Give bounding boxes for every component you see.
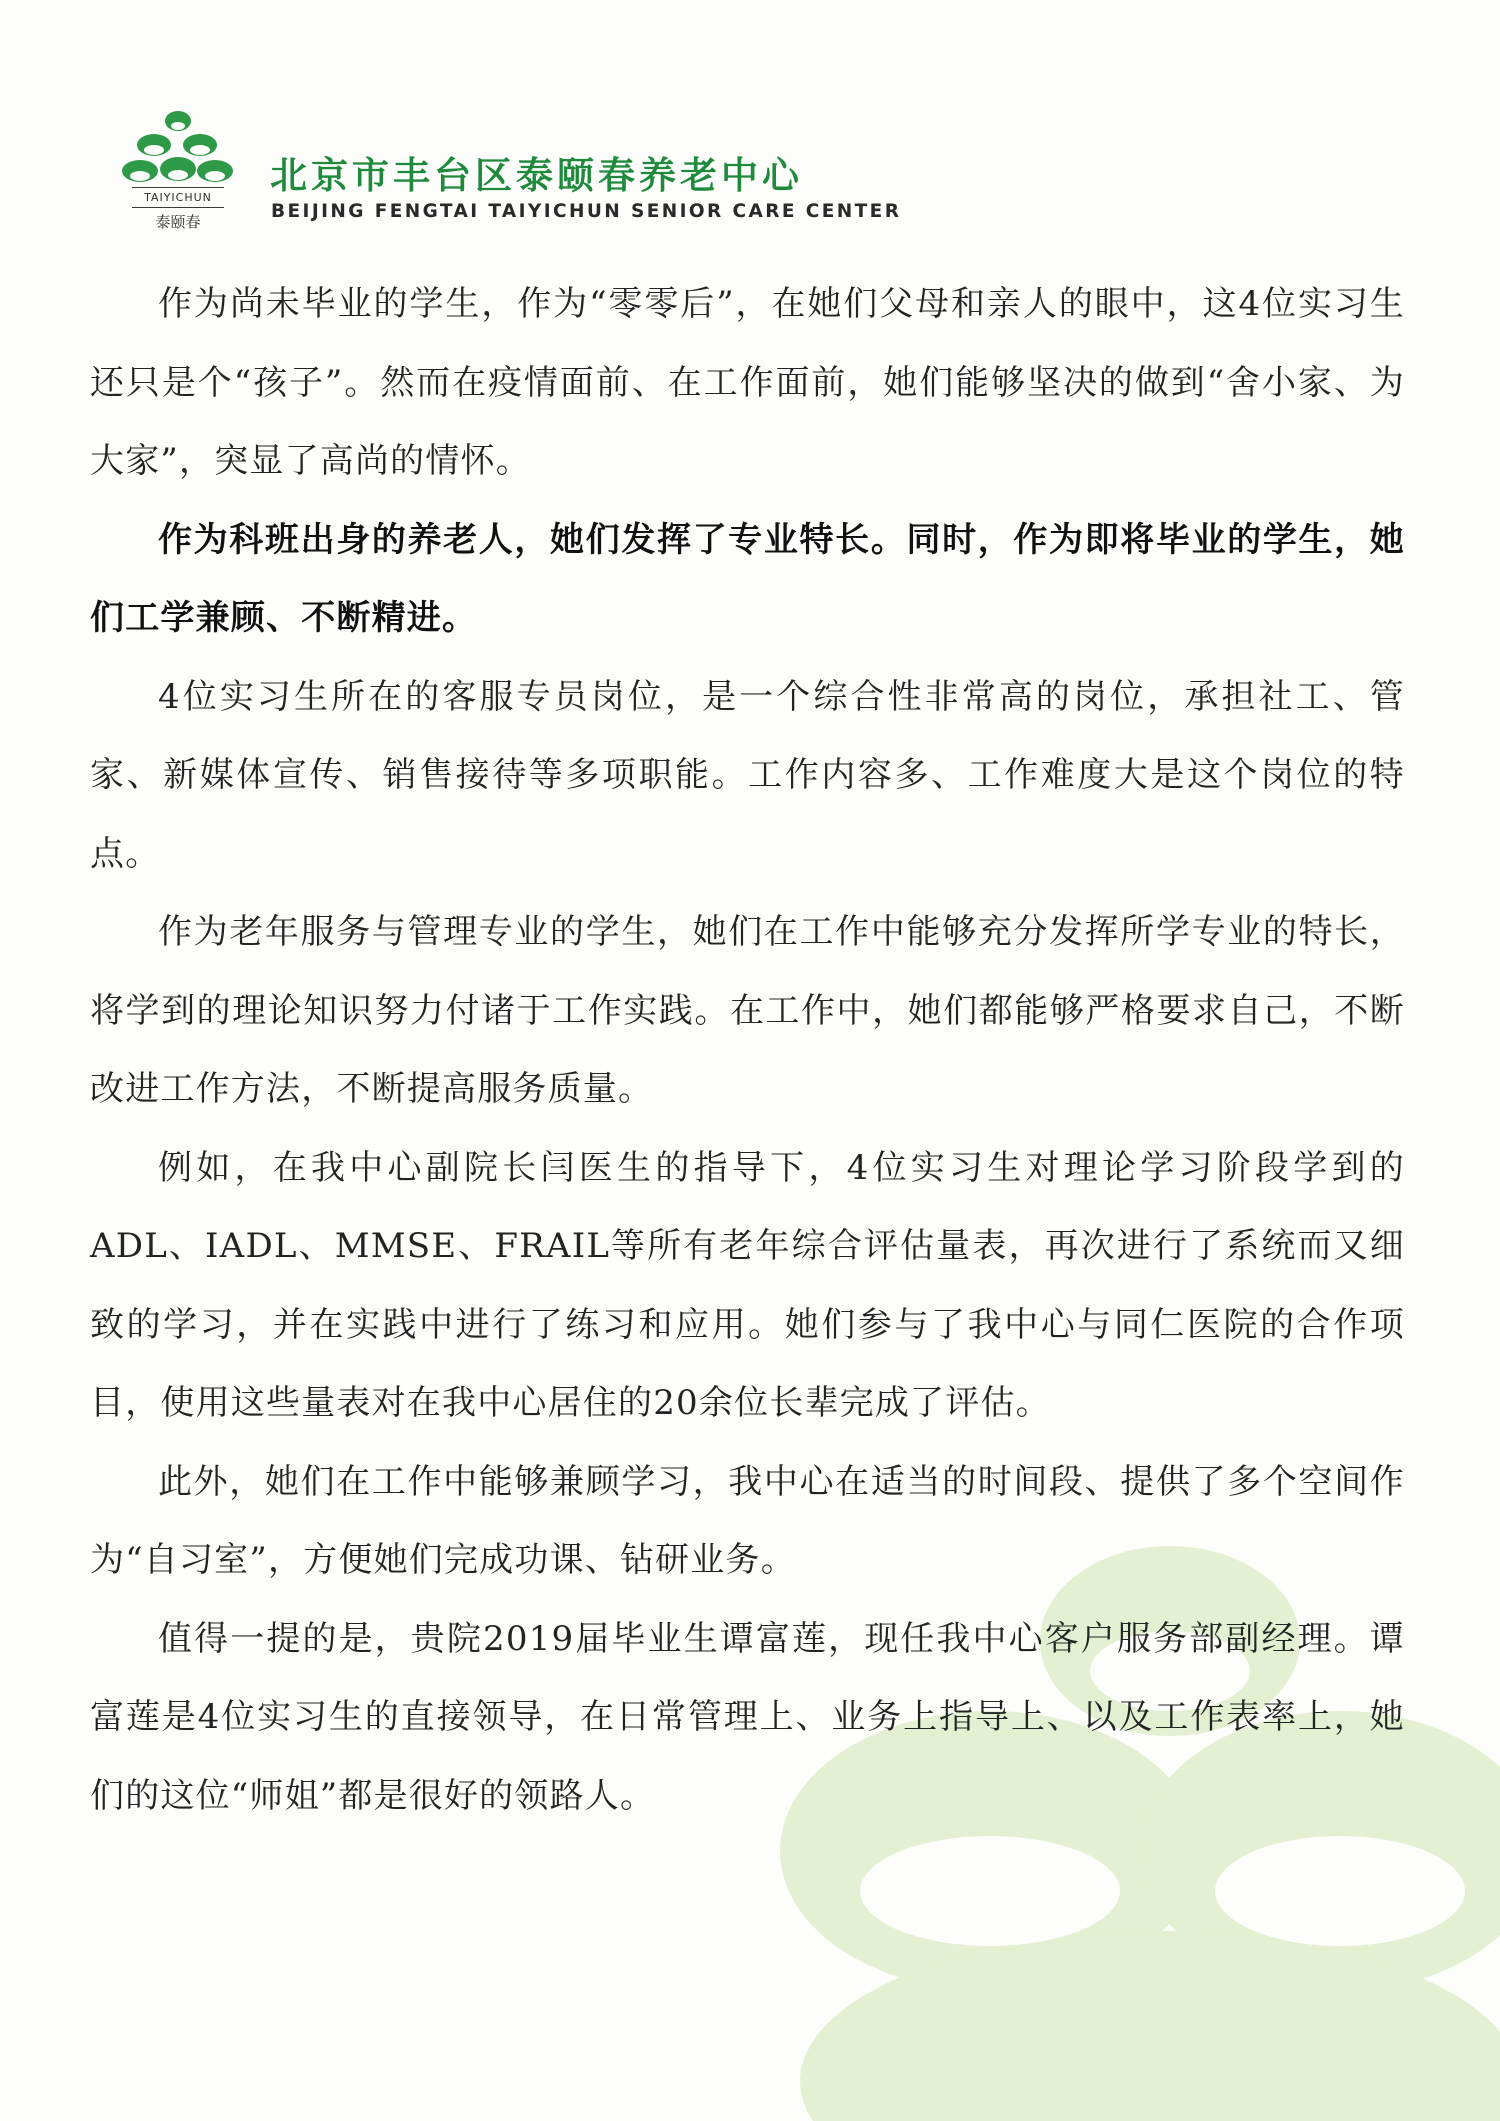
logo-divider <box>132 207 224 208</box>
logo-chinese-text: 泰颐春 <box>155 213 201 231</box>
paragraph: 作为尚未毕业的学生，作为“零零后”，在她们父母和亲人的眼中，这4位实习生还只是个“孩子”。然而在疫情面前、在工作面前，她们能够坚决的做到“舍小家、为大家”，突显了高尚的情怀。 <box>90 284 1405 481</box>
paragraph-bold: 作为科班出身的养老人，她们发挥了专业特长。同时，作为即将毕业的学生，她们工学兼顾、不断精进。 <box>90 519 1405 638</box>
paragraph: 值得一提的是，贵院2019届毕业生谭富莲，现任我中心客户服务部副经理。谭富莲是4位实习生的直接领导，在日常管理上、业务上指导上、以及工作表率上，她们的这位“师姐”都是很好的领路人。 <box>90 1618 1405 1816</box>
logo-divider <box>132 187 224 188</box>
paragraph: 4位实习生所在的客服专员岗位，是一个综合性非常高的岗位，承担社工、管家、新媒体宣传、销售接待等多项职能。工作内容多、工作难度大是这个岗位的特点。 <box>90 676 1405 874</box>
organization-name-english: BEIJING FENGTAI TAIYICHUN SENIOR CARE CENTER <box>271 201 902 222</box>
logo-latin-text: TAIYICHUN <box>144 191 212 204</box>
paragraph: 此外，她们在工作中能够兼顾学习，我中心在适当的时间段、提供了多个空间作为“自习室”，方便她们完成功课、钻研业务。 <box>90 1461 1405 1580</box>
paragraph: 作为老年服务与管理专业的学生，她们在工作中能够充分发挥所学专业的特长，将学到的理论知识努力付诸于工作实践。在工作中，她们都能够严格要求自己，不断改进工作方法，不断提高服务质量。 <box>90 912 1405 1109</box>
organization-name-chinese: 北京市丰台区泰颐春养老中心 <box>270 154 803 197</box>
paragraph: 例如，在我中心副院长闫医生的指导下，4位实习生对理论学习阶段学到的ADL、IADL、MMSE、FRAIL等所有老年综合评估量表，再次进行了系统而又细致的学习，并在实践中进行了练习和应用。她们参与了我中心与同仁医院的合作项目，使用这些量表对在我中心居住的20余位长辈完成了评估。 <box>90 1147 1405 1423</box>
letterhead <box>118 105 1018 245</box>
letter-body <box>90 265 1405 1835</box>
